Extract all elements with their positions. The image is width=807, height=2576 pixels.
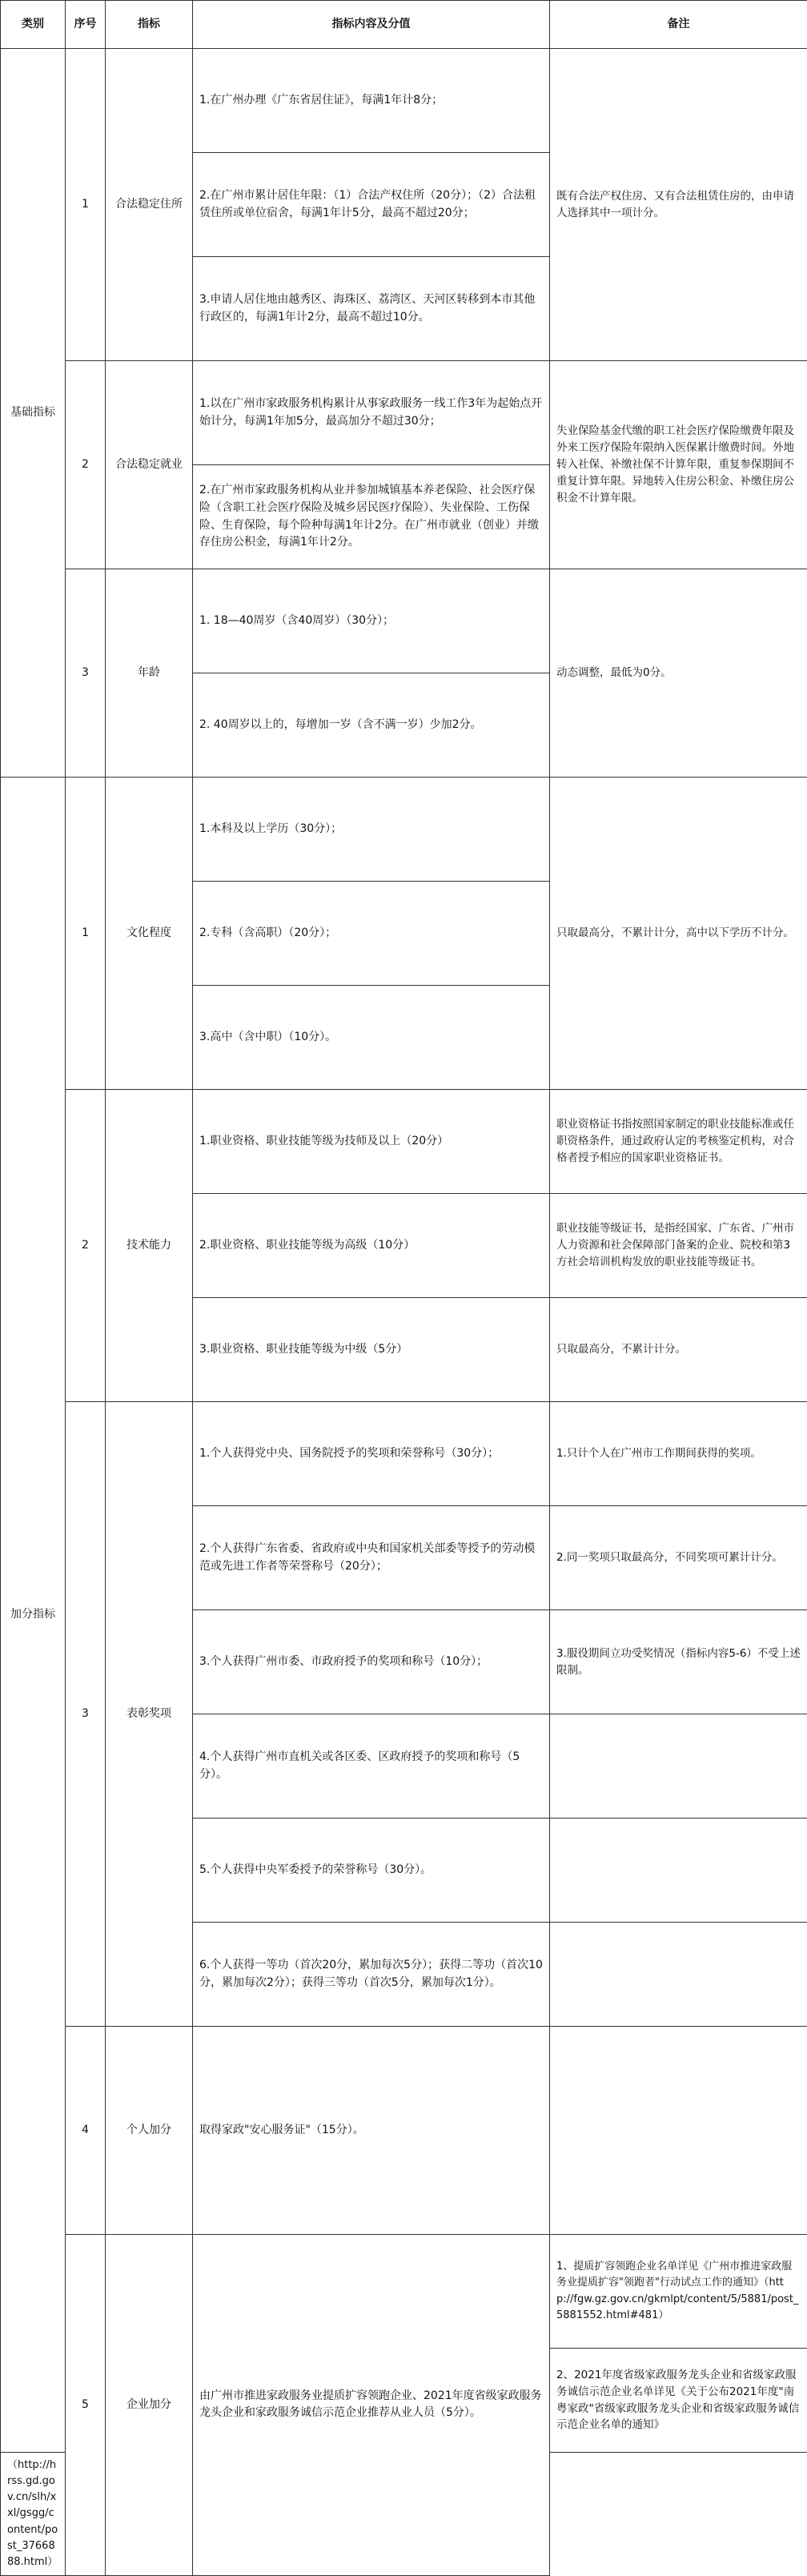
seq-cell: 4	[66, 2027, 106, 2235]
remark-cell: 3.服役期间立功受奖情况（指标内容5-6）不受上述限制。	[550, 1610, 807, 1714]
table-row	[1, 569, 807, 673]
category-basic: 基础指标	[1, 49, 66, 778]
indicator-enterprise-bonus: 企业加分	[106, 2235, 193, 2576]
header-indicator: 指标	[106, 1, 193, 49]
remark-cell-empty	[550, 1923, 807, 2027]
remark-cell: 只取最高分，不累计计分。	[550, 1298, 807, 1402]
content-item: 3.申请人居住地由越秀区、海珠区、荔湾区、天河区转移到本市其他行政区的，每满1年计2分，最高不超过10分。	[193, 257, 550, 361]
indicator-education: 文化程度	[106, 778, 193, 1090]
content-item: 2.在广州市家政服务机构从业并参加城镇基本养老保险、社会医疗保险（含职工社会医疗保险及城乡居民医疗保险）、失业保险、工伤保险、生育保险，每个险种每满1年计2分。在广州市就业（创业）并缴存住房公积金，每满1年计2分。	[193, 465, 550, 569]
seq-cell: 1	[66, 778, 106, 1090]
table-row	[1, 2235, 807, 2349]
header-row	[1, 1, 807, 49]
indicator-residence: 合法稳定住所	[106, 49, 193, 361]
remark-cell: 动态调整，最低为0分。	[550, 569, 807, 778]
indicator-awards: 表彰奖项	[106, 1402, 193, 2027]
content-item: 取得家政"安心服务证"（15分）。	[193, 2027, 550, 2235]
table-row	[1, 361, 807, 465]
remark-cell: 2.同一奖项只取最高分，不同奖项可累计计分。	[550, 1506, 807, 1610]
content-item: 2.职业资格、职业技能等级为高级（10分）	[193, 1194, 550, 1298]
seq-cell: 3	[66, 569, 106, 778]
header-content: 指标内容及分值	[193, 1, 550, 49]
content-item: 1.在广州办理《广东省居住证》，每满1年计8分；	[193, 49, 550, 153]
content-item: 2.在广州市累计居住年限：（1）合法产权住所（20分）；（2）合法租赁住所或单位宿舍，每满1年计5分，最高不超过20分；	[193, 153, 550, 257]
indicator-skills: 技术能力	[106, 1090, 193, 1402]
seq-cell: 3	[66, 1402, 106, 2027]
remark-cell: 职业技能等级证书，是指经国家、广东省、广州市人力资源和社会保障部门备案的企业、院校和第3方社会培训机构发放的职业技能等级证书。	[550, 1194, 807, 1298]
table-row	[1, 1402, 807, 1506]
table-row	[1, 1090, 807, 1194]
header-seq: 序号	[66, 1, 106, 49]
category-bonus: 加分指标	[1, 778, 66, 2453]
remark-cell: 2、2021年度省级家政服务龙头企业和省级家政服务诚信示范企业名单详见《关于公布2021年度"南粤家政"省级家政服务龙头企业和省级家政服务诚信示范企业名单的通知》	[550, 2349, 807, 2453]
remark-cell: 1.只计个人在广州市工作期间获得的奖项。	[550, 1402, 807, 1506]
remark-cell: 职业资格证书指按照国家制定的职业技能标准或任职资格条件，通过政府认定的考核鉴定机构，对合格者授予相应的国家职业资格证书。	[550, 1090, 807, 1194]
content-item: 1.以在广州市家政服务机构累计从事家政服务一线工作3年为起始点开始计分，每满1年加5分，最高加分不超过30分；	[193, 361, 550, 465]
content-item: 1.个人获得党中央、国务院授予的奖项和荣誉称号（30分）；	[193, 1402, 550, 1506]
remark-cell: 既有合法产权住房、又有合法租赁住房的，由申请人选择其中一项计分。	[550, 49, 807, 361]
content-item: 1. 18—40周岁（含40周岁）（30分）；	[193, 569, 550, 673]
seq-cell: 2	[66, 361, 106, 569]
content-item: 4.个人获得广州市直机关或各区委、区政府授予的奖项和称号（5分）。	[193, 1714, 550, 1818]
indicator-age: 年龄	[106, 569, 193, 778]
seq-cell: 5	[66, 2235, 106, 2576]
content-item: 1.本科及以上学历（30分）；	[193, 778, 550, 882]
table-row	[1, 2027, 807, 2235]
content-item: 3.高中（含中职）（10分）。	[193, 986, 550, 1090]
content-item: 5.个人获得中央军委授予的荣誉称号（30分）。	[193, 1818, 550, 1923]
content-item: 2. 40周岁以上的，每增加一岁（含不满一岁）少加2分。	[193, 673, 550, 778]
remark-cell: （http://hrss.gd.gov.cn/slh/xxl/gsgg/content/post_3766888.html）	[1, 2453, 66, 2576]
content-item: 2.个人获得广东省委、省政府或中央和国家机关部委等授予的劳动模范或先进工作者等荣誉称号（20分）；	[193, 1506, 550, 1610]
header-remark: 备注	[550, 1, 807, 49]
seq-cell: 1	[66, 49, 106, 361]
content-item: 3.个人获得广州市委、市政府授予的奖项和称号（10分）；	[193, 1610, 550, 1714]
remark-cell: 失业保险基金代缴的职工社会医疗保险缴费年限及外来工医疗保险年限纳入医保累计缴费时间。外地转入社保、补缴社保不计算年限，重复参保期间不重复计算年限。异地转入住房公积金、补缴住房公积金不计算年限。	[550, 361, 807, 569]
remark-cell: 只取最高分，不累计计分，高中以下学历不计分。	[550, 778, 807, 1090]
remark-cell-empty	[550, 1714, 807, 1818]
indicator-employment: 合法稳定就业	[106, 361, 193, 569]
content-item: 6.个人获得一等功（首次20分，累加每次5分）；获得二等功（首次10分，累加每次2分）；获得三等功（首次5分，累加每次1分）。	[193, 1923, 550, 2027]
content-item: 由广州市推进家政服务业提质扩容领跑企业、2021年度省级家政服务龙头企业和家政服务诚信示范企业推荐从业人员（5分）。	[193, 2235, 550, 2576]
table-row	[1, 778, 807, 882]
table-row	[1, 49, 807, 153]
header-category: 类别	[1, 1, 66, 49]
seq-cell: 2	[66, 1090, 106, 1402]
content-item: 2.专科（含高职）（20分）；	[193, 882, 550, 986]
content-item: 3.职业资格、职业技能等级为中级（5分）	[193, 1298, 550, 1402]
remark-cell: 1、提质扩容领跑企业名单详见《广州市推进家政服务业提质扩容"领跑者"行动试点工作的通知》（http://fgw.gz.gov.cn/gkmlpt/content/5/5881/post_5881552.html#481）	[550, 2235, 807, 2349]
indicator-personal-bonus: 个人加分	[106, 2027, 193, 2235]
remark-cell-empty	[550, 1818, 807, 1923]
content-item: 1.职业资格、职业技能等级为技师及以上（20分）	[193, 1090, 550, 1194]
remark-cell	[550, 2027, 807, 2235]
